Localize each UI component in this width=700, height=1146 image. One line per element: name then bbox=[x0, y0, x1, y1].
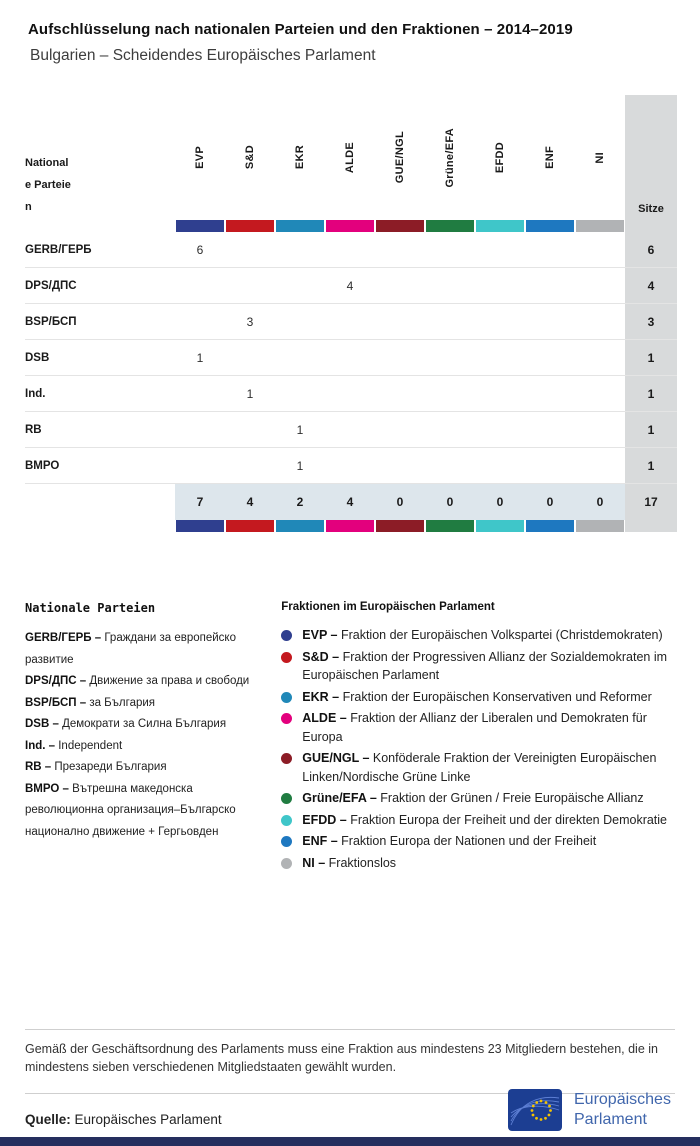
party-legend-text: Граждани за европейско развитие bbox=[25, 632, 236, 666]
table-row bbox=[25, 304, 677, 340]
group-color-bar bbox=[376, 220, 424, 232]
group-legend-desc: Konföderale Fraktion der Vereinigten Europäischen Linken/Nordische Grüne Linke bbox=[302, 751, 657, 784]
column-label: EFDD bbox=[494, 141, 506, 174]
group-color-bar bbox=[226, 220, 274, 232]
seat-count-cell bbox=[175, 268, 225, 303]
seat-count-cell bbox=[275, 304, 325, 339]
group-legend-abbr: EFDD – bbox=[302, 812, 347, 827]
row-total-seats-cell: 4 bbox=[625, 268, 677, 303]
seat-count-cell bbox=[225, 232, 275, 267]
row-total-seats-cell: 6 bbox=[625, 232, 677, 267]
footnote-text: Gemäß der Geschäftsordnung des Parlaments muss eine Fraktion aus mindestens 23 Mitgliedern bestehen, die in mindestens sieben verschiedenen Mitgliedstaaten gewählt wurden. bbox=[25, 1042, 658, 1074]
totals-value-cell: 0 bbox=[525, 484, 575, 520]
party-legend-item bbox=[25, 628, 253, 671]
party-legend-abbr: GERB/ГЕРБ – bbox=[25, 632, 102, 644]
group-color-dot bbox=[281, 858, 292, 869]
seat-count-cell bbox=[475, 412, 525, 447]
group-legend-abbr: NI – bbox=[302, 855, 326, 870]
seat-count-cell: 6 bbox=[196, 242, 204, 257]
table-totals-row bbox=[25, 484, 677, 520]
seat-count-cell bbox=[575, 412, 625, 447]
column-label: Grüne/EFA bbox=[444, 127, 456, 188]
seat-count-cell bbox=[575, 340, 625, 375]
table-row bbox=[25, 412, 677, 448]
party-legend-text: Презареди България bbox=[51, 761, 167, 773]
seat-count-cell bbox=[275, 376, 325, 411]
party-legend-item bbox=[25, 693, 253, 715]
seat-count-cell bbox=[275, 268, 325, 303]
seat-count-cell bbox=[175, 304, 225, 339]
seat-count-cell bbox=[425, 232, 475, 267]
divider-top bbox=[25, 1029, 675, 1030]
seat-count-cell bbox=[525, 268, 575, 303]
party-name-cell: Ind. bbox=[25, 387, 46, 400]
seats-header-label: Sitze bbox=[638, 203, 664, 215]
group-legend-item bbox=[281, 688, 675, 707]
column-label: NI bbox=[594, 151, 606, 164]
group-legend-text bbox=[302, 832, 596, 851]
group-legend-item bbox=[281, 811, 675, 830]
group-legend-desc: Fraktion der Progressiven Allianz der Sozialdemokraten im Europäischen Parlament bbox=[302, 649, 668, 682]
group-color-bar bbox=[326, 220, 374, 232]
party-legend-abbr: BSP/БСП – bbox=[25, 696, 87, 709]
group-legend-item bbox=[281, 854, 675, 873]
totals-value-cell: 0 bbox=[375, 484, 425, 520]
group-color-bar bbox=[576, 520, 624, 532]
party-legend bbox=[25, 601, 281, 875]
party-name-cell: RB bbox=[25, 423, 42, 436]
group-legend-text bbox=[302, 648, 675, 685]
eu-parliament-logo-mark bbox=[508, 1089, 562, 1131]
logo-line-1: Europäisches bbox=[574, 1091, 671, 1108]
group-color-dot bbox=[281, 753, 292, 764]
seat-count-cell bbox=[325, 232, 375, 267]
logo-line-2: Parlament bbox=[574, 1111, 647, 1128]
group-legend-desc: Fraktion der Grünen / Freie Europäische Allianz bbox=[376, 791, 644, 805]
seat-count-cell bbox=[425, 268, 475, 303]
table-body bbox=[25, 232, 677, 532]
party-name-cell: BSP/БСП bbox=[25, 315, 77, 328]
column-label: EKR bbox=[294, 145, 306, 170]
group-color-bar bbox=[276, 220, 324, 232]
party-legend-text: Вътрешна македонска революционна организация–Българско национално движение + Гергьовден bbox=[25, 782, 236, 838]
group-color-bar bbox=[376, 520, 424, 532]
seat-count-cell bbox=[525, 340, 575, 375]
party-legend-abbr: DPS/ДПС – bbox=[25, 675, 87, 687]
seat-count-cell bbox=[175, 448, 225, 483]
group-legend-desc: Fraktion der Allianz der Liberalen und Demokraten für Europa bbox=[302, 711, 647, 744]
seat-count-cell bbox=[175, 376, 225, 411]
table-row bbox=[25, 268, 677, 304]
group-legend-text bbox=[302, 688, 652, 707]
seat-count-cell bbox=[575, 376, 625, 411]
column-label: EVP bbox=[194, 146, 206, 169]
seat-count-cell: 1 bbox=[246, 386, 254, 401]
group-color-dot bbox=[281, 630, 292, 641]
seat-count-cell bbox=[375, 376, 425, 411]
group-legend-desc: Fraktion der Europäischen Konservativen und Reformer bbox=[339, 689, 652, 704]
seat-count-cell bbox=[475, 448, 525, 483]
row-header-label: Nationale Parteien bbox=[25, 157, 71, 213]
group-legend-text bbox=[302, 789, 643, 808]
eu-parliament-logo bbox=[508, 1089, 671, 1131]
seats-table bbox=[25, 95, 677, 532]
group-legend-text bbox=[302, 626, 662, 645]
party-legend-heading: Nationale Parteien bbox=[25, 601, 156, 615]
column-header-gr-ne-efa bbox=[425, 95, 475, 232]
group-color-bar bbox=[226, 520, 274, 532]
group-legend-item bbox=[281, 648, 675, 685]
column-label: GUE/NGL bbox=[394, 131, 406, 184]
group-legend-abbr: EVP – bbox=[302, 628, 338, 642]
column-header-s-d bbox=[225, 95, 275, 232]
source-label: Quelle: bbox=[25, 1112, 71, 1127]
group-legend-item bbox=[281, 832, 675, 851]
seat-count-cell: 4 bbox=[346, 278, 354, 293]
seat-count-cell bbox=[225, 268, 275, 303]
totals-label-cell bbox=[25, 484, 175, 520]
group-legend-text bbox=[302, 811, 667, 830]
party-legend-item bbox=[25, 671, 253, 693]
party-name-cell: DPS/ДПС bbox=[25, 279, 77, 292]
totals-value-cell: 7 bbox=[175, 484, 225, 520]
seat-count-cell bbox=[275, 340, 325, 375]
group-legend-abbr: S&D – bbox=[302, 649, 340, 664]
totals-value-cell: 4 bbox=[225, 484, 275, 520]
seat-count-cell bbox=[375, 448, 425, 483]
row-total-seats-cell: 1 bbox=[625, 412, 677, 447]
group-color-bar bbox=[476, 220, 524, 232]
table-row bbox=[25, 232, 677, 268]
party-legend-abbr: Ind. – bbox=[25, 739, 56, 752]
party-legend-abbr: DSB – bbox=[25, 718, 59, 730]
group-legend-abbr: Grüne/EFA – bbox=[302, 791, 377, 805]
group-legend-abbr: EKR – bbox=[302, 689, 340, 704]
group-legend-abbr: GUE/NGL – bbox=[302, 751, 370, 765]
group-color-bar bbox=[576, 220, 624, 232]
group-legend-item bbox=[281, 749, 675, 786]
group-color-bar bbox=[176, 220, 224, 232]
totals-value-cell: 2 bbox=[275, 484, 325, 520]
column-header-evp bbox=[175, 95, 225, 232]
seat-count-cell bbox=[325, 448, 375, 483]
header bbox=[0, 0, 700, 65]
totals-value-cell: 0 bbox=[425, 484, 475, 520]
group-color-dot bbox=[281, 692, 292, 703]
seat-count-cell bbox=[325, 412, 375, 447]
party-legend-item bbox=[25, 779, 253, 844]
seat-count-cell bbox=[375, 412, 425, 447]
seat-count-cell bbox=[425, 340, 475, 375]
seat-count-cell bbox=[575, 448, 625, 483]
table-row bbox=[25, 376, 677, 412]
group-color-bar bbox=[276, 520, 324, 532]
seat-count-cell: 1 bbox=[296, 422, 304, 437]
column-header-ekr bbox=[275, 95, 325, 232]
totals-value-cell: 0 bbox=[575, 484, 625, 520]
column-header-ni bbox=[575, 95, 625, 232]
group-color-bar bbox=[176, 520, 224, 532]
group-color-bar bbox=[476, 520, 524, 532]
party-name-cell: GERB/ГЕРБ bbox=[25, 243, 92, 256]
group-legend-item bbox=[281, 626, 675, 645]
group-legend-item bbox=[281, 789, 675, 808]
party-legend-text: Демократи за Силна България bbox=[58, 718, 227, 730]
seat-count-cell bbox=[225, 340, 275, 375]
group-color-bar bbox=[526, 520, 574, 532]
party-legend-text: Independent bbox=[55, 739, 123, 752]
group-color-bar bbox=[326, 520, 374, 532]
party-name-cell: ВМРО bbox=[25, 459, 60, 472]
seat-count-cell bbox=[575, 304, 625, 339]
group-color-dot bbox=[281, 793, 292, 804]
party-legend-text: Движение за права и свободи bbox=[86, 675, 250, 687]
seat-count-cell bbox=[525, 412, 575, 447]
group-legend-desc: Fraktion Europa der Freiheit und der direkten Demokratie bbox=[346, 812, 668, 827]
seat-count-cell bbox=[575, 232, 625, 267]
group-color-bar bbox=[526, 220, 574, 232]
group-legend-text bbox=[302, 749, 675, 786]
eu-parliament-logo-text bbox=[574, 1090, 671, 1130]
table-header-row bbox=[25, 95, 677, 232]
party-legend-text: за България bbox=[86, 696, 156, 709]
group-color-dot bbox=[281, 652, 292, 663]
seat-count-cell bbox=[475, 268, 525, 303]
column-header-enf bbox=[525, 95, 575, 232]
seat-count-cell bbox=[525, 304, 575, 339]
seat-count-cell bbox=[175, 412, 225, 447]
party-legend-item bbox=[25, 757, 253, 779]
column-header-alde bbox=[325, 95, 375, 232]
party-legend-item bbox=[25, 714, 253, 736]
row-total-seats-cell: 1 bbox=[625, 340, 677, 375]
totals-value-cell: 0 bbox=[475, 484, 525, 520]
seat-count-cell bbox=[225, 412, 275, 447]
seat-count-cell bbox=[325, 376, 375, 411]
seat-count-cell: 1 bbox=[296, 458, 304, 473]
seat-count-cell bbox=[575, 268, 625, 303]
table-footer-bars bbox=[25, 520, 677, 532]
party-legend-item bbox=[25, 736, 253, 758]
row-total-seats-cell: 3 bbox=[625, 304, 677, 339]
party-legend-abbr: RB – bbox=[25, 761, 52, 773]
row-total-seats-cell: 1 bbox=[625, 448, 677, 483]
party-name-cell: DSB bbox=[25, 351, 50, 364]
group-legend-item bbox=[281, 709, 675, 746]
seat-count-cell bbox=[475, 232, 525, 267]
seat-count-cell bbox=[325, 340, 375, 375]
legend-section bbox=[25, 601, 675, 875]
seat-count-cell bbox=[375, 340, 425, 375]
seat-count-cell bbox=[425, 304, 475, 339]
seat-count-cell: 3 bbox=[246, 314, 254, 329]
page-subtitle: Bulgarien – Scheidendes Europäisches Parlament bbox=[30, 47, 376, 64]
group-legend bbox=[281, 601, 675, 875]
seat-count-cell bbox=[375, 232, 425, 267]
group-legend-desc: Fraktionslos bbox=[325, 855, 397, 870]
group-color-dot bbox=[281, 815, 292, 826]
group-legend-desc: Fraktion der Europäischen Volkspartei (Christdemokraten) bbox=[337, 628, 663, 642]
seat-count-cell: 1 bbox=[196, 350, 204, 365]
group-legend-abbr: ALDE – bbox=[302, 711, 347, 725]
group-legend-desc: Fraktion Europa der Nationen und der Freiheit bbox=[337, 834, 597, 848]
seat-count-cell bbox=[525, 448, 575, 483]
group-color-dot bbox=[281, 836, 292, 847]
row-total-seats-cell: 1 bbox=[625, 376, 677, 411]
seat-count-cell bbox=[425, 448, 475, 483]
table-corner-cell bbox=[25, 95, 175, 232]
column-header-gue-ngl bbox=[375, 95, 425, 232]
seat-count-cell bbox=[375, 304, 425, 339]
group-legend-list bbox=[281, 626, 675, 872]
party-legend-list bbox=[25, 628, 253, 843]
source-text: Europäisches Parlament bbox=[74, 1112, 222, 1127]
seat-count-cell bbox=[475, 304, 525, 339]
column-label: ENF bbox=[544, 146, 556, 169]
seat-count-cell bbox=[225, 448, 275, 483]
totals-seats-cell: 17 bbox=[625, 484, 677, 520]
group-color-bar bbox=[426, 520, 474, 532]
table-row bbox=[25, 448, 677, 484]
group-legend-heading: Fraktionen im Europäischen Parlament bbox=[281, 601, 495, 613]
party-legend-abbr: ВМРО – bbox=[25, 782, 69, 795]
column-header-efdd bbox=[475, 95, 525, 232]
column-label: S&D bbox=[244, 145, 256, 170]
page-title: Aufschlüsselung nach nationalen Parteien und den Fraktionen – 2014–2019 bbox=[28, 21, 573, 38]
table-row bbox=[25, 340, 677, 376]
seat-count-cell bbox=[525, 376, 575, 411]
seat-count-cell bbox=[425, 376, 475, 411]
group-legend-text bbox=[302, 854, 396, 873]
column-label: ALDE bbox=[344, 141, 356, 174]
seat-count-cell bbox=[475, 340, 525, 375]
group-legend-text bbox=[302, 709, 675, 746]
seat-count-cell bbox=[275, 232, 325, 267]
group-color-bar bbox=[426, 220, 474, 232]
seat-count-cell bbox=[525, 232, 575, 267]
group-legend-abbr: ENF – bbox=[302, 834, 338, 848]
bottom-accent-bar bbox=[0, 1137, 700, 1146]
source-line bbox=[25, 1112, 222, 1127]
group-color-dot bbox=[281, 713, 292, 724]
seat-count-cell bbox=[325, 304, 375, 339]
seat-count-cell bbox=[375, 268, 425, 303]
totals-value-cell: 4 bbox=[325, 484, 375, 520]
seat-count-cell bbox=[475, 376, 525, 411]
seat-count-cell bbox=[425, 412, 475, 447]
seats-column-header bbox=[625, 95, 677, 232]
